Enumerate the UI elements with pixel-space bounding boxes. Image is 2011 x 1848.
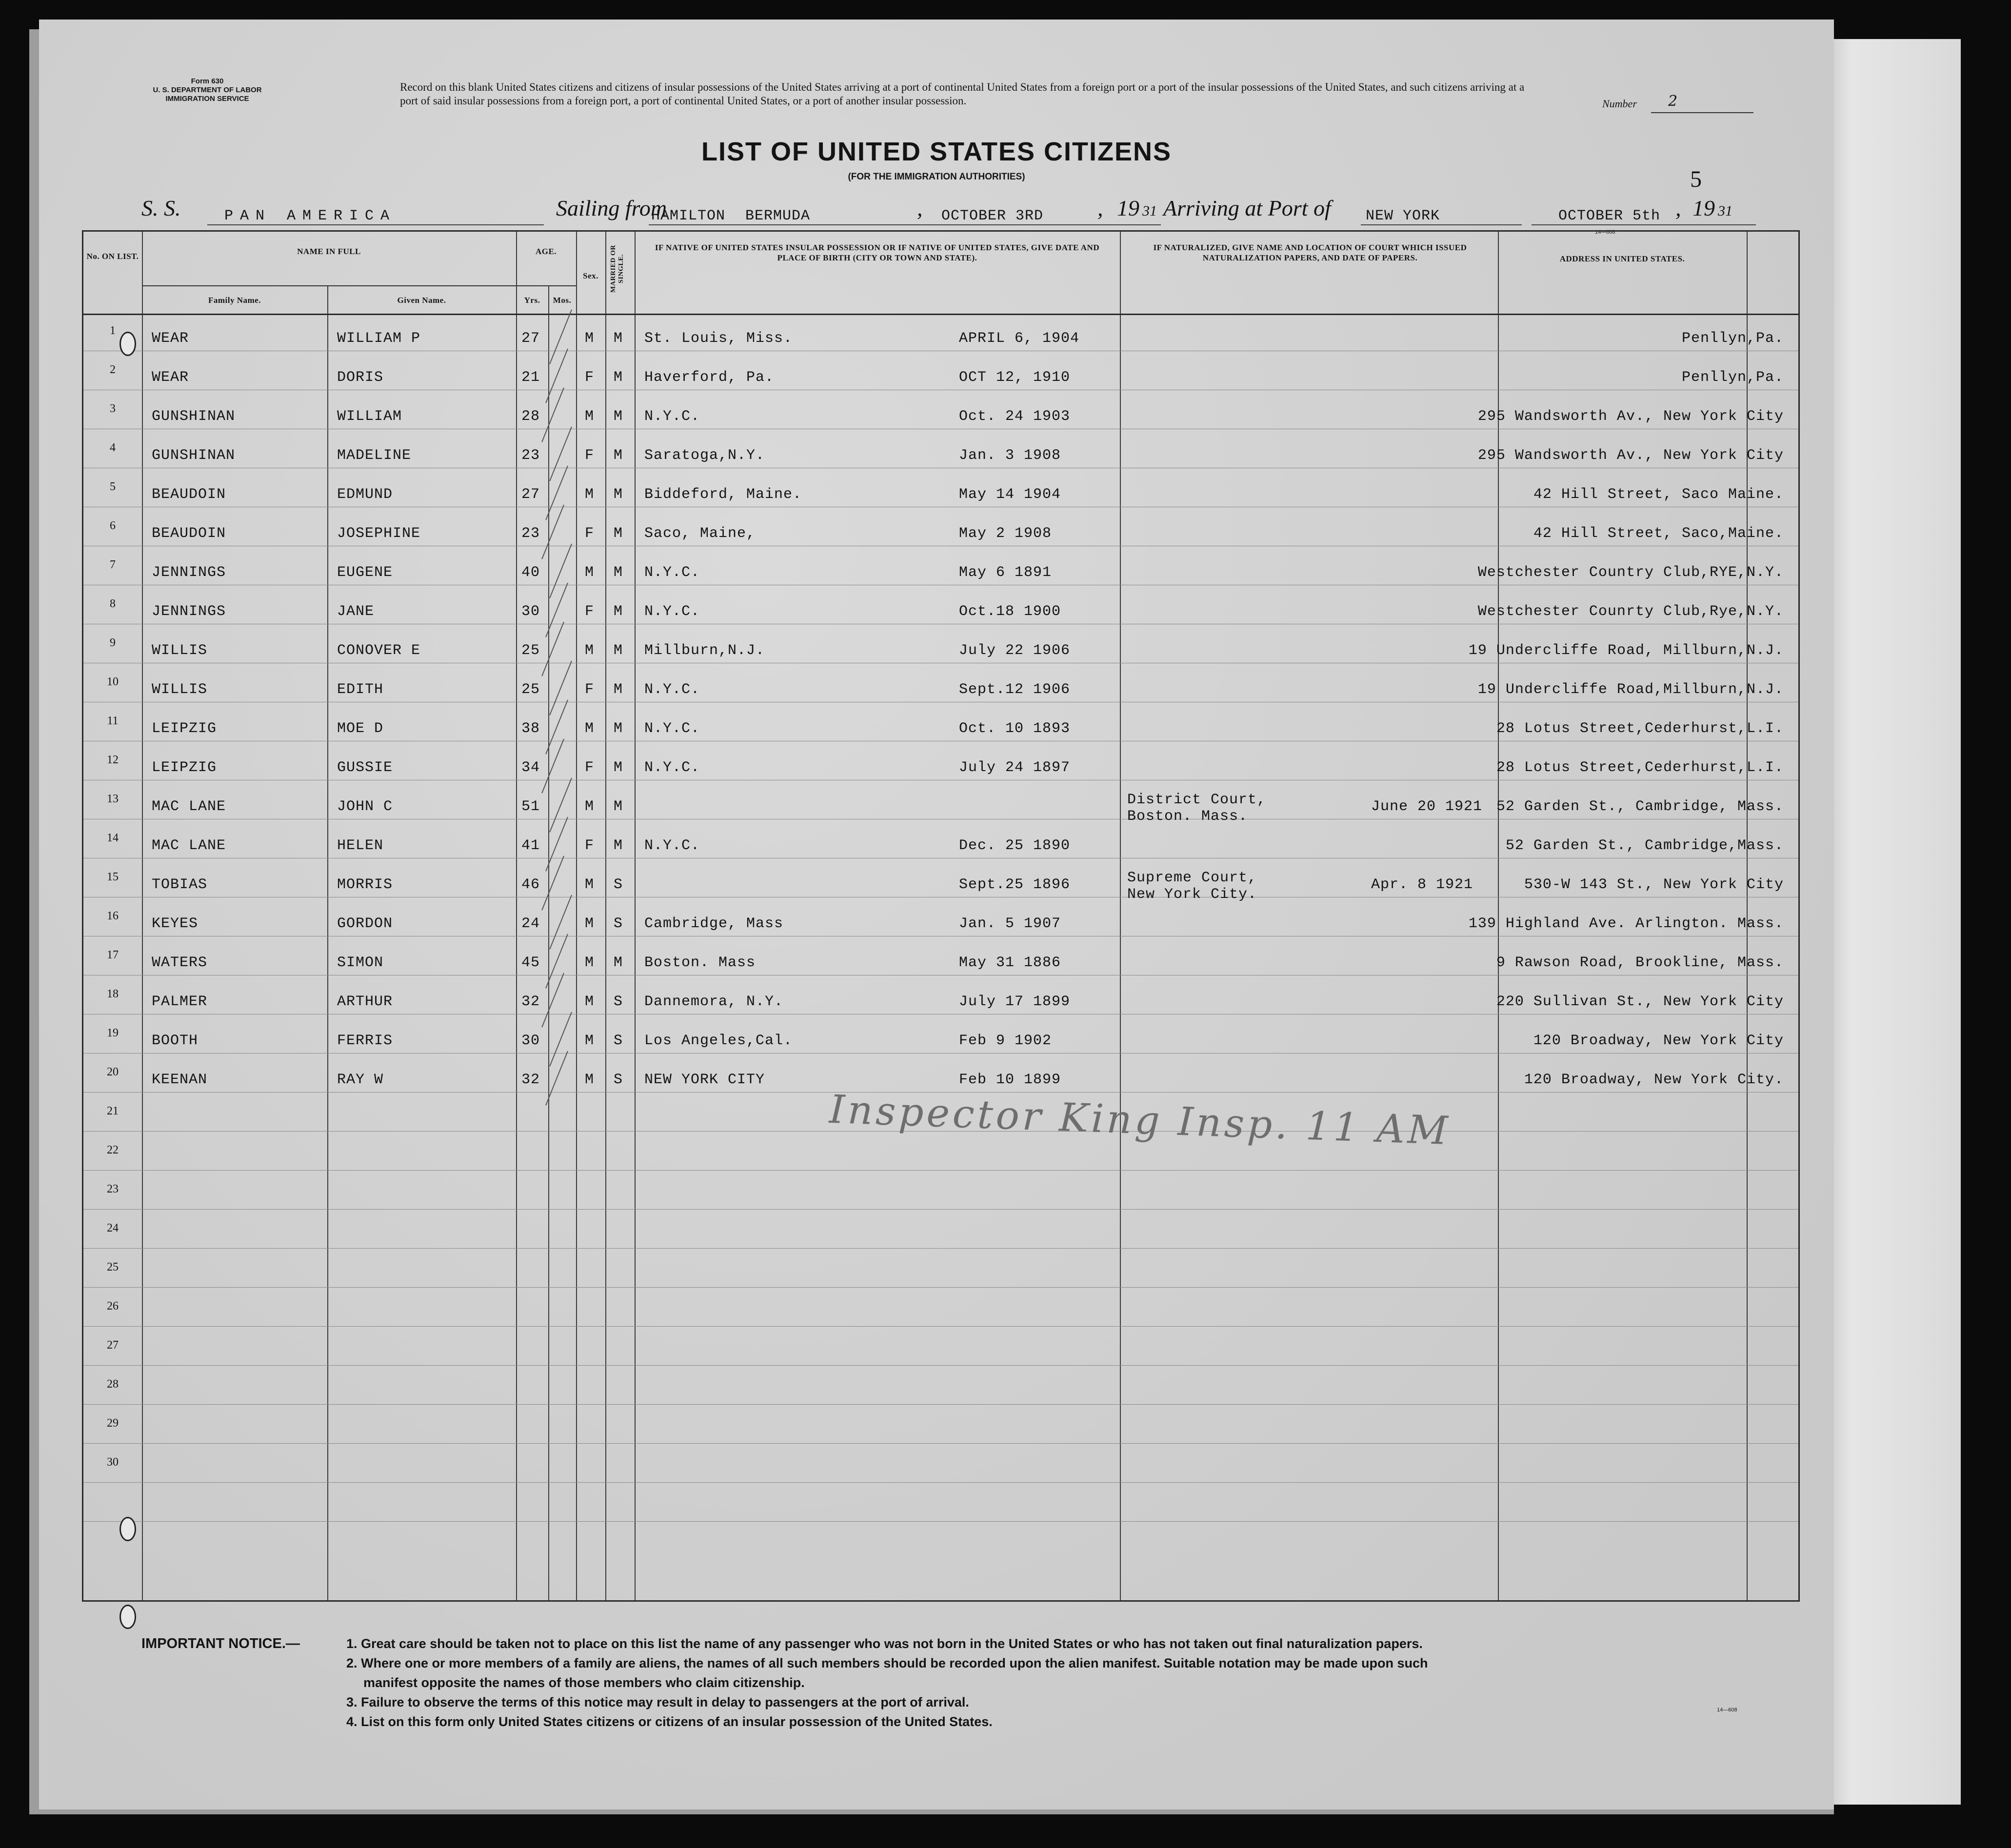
- birth-place: N.Y.C.: [644, 759, 700, 776]
- passenger-table: [82, 230, 1800, 1602]
- given-name: FERRIS: [337, 1033, 393, 1049]
- punch-hole: [119, 1517, 136, 1541]
- birth-date: Dec. 25 1890: [959, 837, 1071, 854]
- married-single: M: [614, 564, 623, 581]
- family-name: BEAUDOIN: [152, 525, 226, 542]
- notice-item: manifest opposite the names of those members who claim citizenship.: [363, 1675, 805, 1690]
- given-name: GUSSIE: [337, 759, 393, 776]
- birth-date: July 22 1906: [959, 642, 1071, 659]
- married-single: M: [614, 759, 623, 776]
- check-mark: [549, 427, 572, 481]
- row-number: 28: [107, 1378, 119, 1391]
- address: 42 Hill Street, Saco Maine.: [1533, 486, 1784, 503]
- row-line: [83, 1170, 1798, 1171]
- birth-place: Haverford, Pa.: [644, 369, 775, 386]
- arriving-label: Arriving at Port of: [1163, 196, 1331, 220]
- given-name: EUGENE: [337, 564, 393, 581]
- header-given-name: Given Name.: [397, 296, 446, 305]
- given-name: RAY W: [337, 1072, 384, 1088]
- address: 19 Undercliffe Road,Millburn,N.J.: [1477, 681, 1784, 698]
- married-single: M: [614, 603, 623, 620]
- department: U. S. DEPARTMENT OF LABOR: [153, 86, 262, 94]
- age-years: 40: [521, 564, 540, 581]
- family-name: LEIPZIG: [152, 720, 217, 737]
- footer-code: 14—608: [1717, 1707, 1737, 1713]
- inspector-signature: Inspector King Insp. 11 AM: [828, 1086, 1452, 1154]
- family-name: BEAUDOIN: [152, 486, 226, 503]
- birth-place: Saco, Maine,: [644, 525, 756, 542]
- address: 52 Garden St., Cambridge,Mass.: [1505, 837, 1784, 854]
- row-line: [83, 1365, 1798, 1366]
- sex: F: [585, 525, 595, 542]
- age-years: 30: [521, 603, 540, 620]
- col-divider: [142, 232, 143, 1600]
- row-number: 19: [107, 1027, 119, 1039]
- married-single: S: [614, 1072, 623, 1088]
- age-years: 32: [521, 1072, 540, 1088]
- row-number: 22: [107, 1144, 119, 1156]
- married-single: M: [614, 954, 623, 971]
- birth-place: Los Angeles,Cal.: [644, 1033, 793, 1049]
- birth-date: Oct. 24 1903: [959, 408, 1071, 425]
- col-divider: [327, 285, 328, 1600]
- birth-date: Sept.12 1906: [959, 681, 1071, 698]
- row-number: 6: [110, 519, 116, 532]
- comma-3: ,: [1675, 196, 1681, 220]
- sailing-date: OCTOBER 3RD: [941, 208, 1044, 224]
- header-no-on-list: No. ON LIST.: [86, 252, 139, 261]
- row-number: 1: [110, 324, 116, 337]
- given-name: MADELINE: [337, 447, 412, 464]
- sex: F: [585, 681, 595, 698]
- address: Westchester Counrty Club,Rye,N.Y.: [1477, 603, 1784, 620]
- ship-name: PAN AMERICA: [224, 208, 397, 224]
- page-title: LIST OF UNITED STATES CITIZENS: [701, 137, 1172, 166]
- row-number: 3: [110, 402, 116, 415]
- comma-2: ,: [1097, 196, 1103, 220]
- age-years: 21: [521, 369, 540, 386]
- married-single: S: [614, 876, 623, 893]
- birth-date: Jan. 3 1908: [959, 447, 1061, 464]
- married-single: M: [614, 369, 623, 386]
- row-number: 26: [107, 1300, 119, 1312]
- age-years: 24: [521, 915, 540, 932]
- sex: M: [585, 1072, 595, 1088]
- birth-date: May 6 1891: [959, 564, 1052, 581]
- row-number: 11: [107, 715, 119, 727]
- birth-place: Saratoga,N.Y.: [644, 447, 765, 464]
- birth-place: N.Y.C.: [644, 681, 700, 698]
- row-number: 12: [107, 754, 119, 766]
- age-years: 38: [521, 720, 540, 737]
- birth-date: Feb 10 1899: [959, 1072, 1061, 1088]
- family-name: KEYES: [152, 915, 199, 932]
- married-single: M: [614, 720, 623, 737]
- given-name: EDMUND: [337, 486, 393, 503]
- row-line: [83, 1287, 1798, 1288]
- row-line: [83, 1521, 1798, 1522]
- col-divider: [548, 285, 549, 1600]
- family-name: TOBIAS: [152, 876, 208, 893]
- sex: M: [585, 642, 595, 659]
- header-divider: [142, 285, 576, 286]
- address: 28 Lotus Street,Cederhurst,L.I.: [1496, 759, 1784, 776]
- given-name: MORRIS: [337, 876, 393, 893]
- row-number: 18: [107, 988, 119, 1000]
- birth-place: N.Y.C.: [644, 564, 700, 581]
- given-name: GORDON: [337, 915, 393, 932]
- given-name: JOHN C: [337, 798, 393, 815]
- notice-item: 3. Failure to observe the terms of this notice may result in delay to passengers at the port of arrival.: [346, 1695, 969, 1709]
- print-code: 14—608: [1595, 229, 1615, 235]
- given-name: JANE: [337, 603, 375, 620]
- arriving-date-underline: [1532, 224, 1756, 225]
- row-number: 15: [107, 871, 119, 883]
- birth-date: May 2 1908: [959, 525, 1052, 542]
- address: 120 Broadway, New York City.: [1524, 1072, 1784, 1088]
- header-yrs: Yrs.: [524, 296, 540, 305]
- age-years: 41: [521, 837, 540, 854]
- check-mark: [541, 973, 564, 1028]
- court-location: New York City.: [1127, 886, 1257, 903]
- row-number: 5: [110, 480, 116, 493]
- age-years: 34: [521, 759, 540, 776]
- row-line: [83, 1209, 1798, 1210]
- family-name: JENNINGS: [152, 603, 226, 620]
- birth-place: St. Louis, Miss.: [644, 330, 793, 347]
- birth-place: NEW YORK CITY: [644, 1072, 765, 1088]
- row-number: 16: [107, 910, 119, 922]
- col-divider: [516, 232, 517, 1600]
- sailing-year: 31: [1142, 203, 1157, 219]
- check-mark: [549, 310, 572, 364]
- family-name: WEAR: [152, 369, 189, 386]
- given-name: SIMON: [337, 954, 384, 971]
- sex: M: [585, 408, 595, 425]
- age-years: 51: [521, 798, 540, 815]
- married-single: M: [614, 642, 623, 659]
- family-name: WEAR: [152, 330, 189, 347]
- check-mark: [541, 856, 564, 911]
- married-single: M: [614, 408, 623, 425]
- punch-hole: [119, 1605, 136, 1629]
- married-single: S: [614, 915, 623, 932]
- age-years: 30: [521, 1033, 540, 1049]
- birth-date: July 24 1897: [959, 759, 1071, 776]
- birth-date: APRIL 6, 1904: [959, 330, 1080, 347]
- birth-place: N.Y.C.: [644, 720, 700, 737]
- birth-place: Dannemora, N.Y.: [644, 994, 784, 1010]
- birth-date: Jan. 5 1907: [959, 915, 1061, 932]
- given-name: WILLIAM: [337, 408, 402, 425]
- court-date: Apr. 8 1921: [1371, 876, 1473, 893]
- court-date: June 20 1921: [1371, 798, 1483, 815]
- married-single: S: [614, 1033, 623, 1049]
- sex: M: [585, 564, 595, 581]
- sex: F: [585, 369, 595, 386]
- row-number: 8: [110, 597, 116, 610]
- check-mark: [541, 388, 564, 442]
- sex: F: [585, 837, 595, 854]
- court-name: Supreme Court,: [1127, 870, 1257, 886]
- given-name: WILLIAM P: [337, 330, 421, 347]
- ss-label: S. S.: [141, 196, 181, 220]
- address: 139 Highland Ave. Arlington. Mass.: [1468, 915, 1784, 932]
- header-married: MARRIED OR SINGLE.: [610, 245, 625, 293]
- sailing-year-prefix: 19: [1117, 196, 1139, 220]
- check-mark: [549, 895, 572, 950]
- birth-date: May 31 1886: [959, 954, 1061, 971]
- col-divider: [605, 232, 606, 1600]
- age-years: 25: [521, 681, 540, 698]
- address: 220 Sullivan St., New York City: [1496, 994, 1784, 1010]
- row-number: 27: [107, 1339, 119, 1351]
- married-single: S: [614, 994, 623, 1010]
- row-number: 4: [110, 441, 116, 454]
- sex: M: [585, 720, 595, 737]
- sex: M: [585, 876, 595, 893]
- header-sex: Sex.: [583, 271, 598, 280]
- age-years: 23: [521, 447, 540, 464]
- number-underline: [1651, 112, 1753, 113]
- address: Penllyn,Pa.: [1681, 330, 1784, 347]
- married-single: M: [614, 798, 623, 815]
- sex: F: [585, 759, 595, 776]
- arriving-year: 31: [1718, 203, 1732, 219]
- col-divider: [576, 232, 577, 1600]
- age-years: 25: [521, 642, 540, 659]
- row-number: 24: [107, 1222, 119, 1234]
- number-label: Number: [1602, 98, 1637, 110]
- header-naturalized: IF NATURALIZED, GIVE NAME AND LOCATION OF COURT WHICH ISSUED NATURALIZATION PAPERS, AND DATE OF PAPERS.: [1153, 243, 1467, 262]
- row-number: 7: [110, 558, 116, 571]
- address: 19 Undercliffe Road, Millburn,N.J.: [1468, 642, 1784, 659]
- address: Penllyn,Pa.: [1681, 369, 1784, 386]
- arriving-date: OCTOBER 5th: [1558, 208, 1661, 224]
- row-line: [83, 1248, 1798, 1249]
- form-number: Form 630: [191, 77, 224, 85]
- row-number: 9: [110, 636, 116, 649]
- notice-lead: IMPORTANT NOTICE.—: [141, 1636, 300, 1651]
- given-name: ARTHUR: [337, 994, 393, 1010]
- row-number: 14: [107, 832, 119, 844]
- given-name: JOSEPHINE: [337, 525, 421, 542]
- service: IMMIGRATION SERVICE: [165, 95, 249, 103]
- row-line: [83, 1326, 1798, 1327]
- family-name: WILLIS: [152, 681, 208, 698]
- family-name: MAC LANE: [152, 837, 226, 854]
- birth-place: Boston. Mass: [644, 954, 756, 971]
- birth-date: Oct.18 1900: [959, 603, 1061, 620]
- header-native: IF NATIVE OF UNITED STATES INSULAR POSSESSION OR IF NATIVE OF UNITED STATES, GIVE DATE AND PLACE OF BIRTH (CITY OR TOWN AND STATE).: [655, 243, 1100, 262]
- notice-item: 1. Great care should be taken not to place on this list the name of any passenger who was not born in the United States or who has not taken out final naturalization papers.: [346, 1636, 1423, 1651]
- col-divider: [1120, 232, 1121, 1600]
- family-name: WATERS: [152, 954, 208, 971]
- ship-underline: [207, 224, 544, 225]
- sex: M: [585, 994, 595, 1010]
- check-mark: [549, 544, 572, 598]
- header-family-name: Family Name.: [208, 296, 261, 305]
- birth-date: OCT 12, 1910: [959, 369, 1071, 386]
- row-number: 13: [107, 793, 119, 805]
- arriving-port: NEW YORK: [1366, 208, 1440, 224]
- birth-place: Cambridge, Mass: [644, 915, 784, 932]
- birth-date: May 14 1904: [959, 486, 1061, 503]
- family-name: LEIPZIG: [152, 759, 217, 776]
- row-number: 17: [107, 949, 119, 961]
- row-number: 25: [107, 1261, 119, 1273]
- row-number: 30: [107, 1456, 119, 1469]
- sex: M: [585, 798, 595, 815]
- manifest-sheet: [39, 20, 1834, 1809]
- sailing-date-underline: [936, 224, 1161, 225]
- given-name: CONOVER E: [337, 642, 421, 659]
- married-single: M: [614, 447, 623, 464]
- check-mark: [549, 661, 572, 715]
- family-name: JENNINGS: [152, 564, 226, 581]
- row-number: 10: [107, 676, 119, 688]
- birth-date: July 17 1899: [959, 994, 1071, 1010]
- age-years: 27: [521, 486, 540, 503]
- header-bottom: [83, 314, 1798, 315]
- sailing-from: HAMILTON BERMUDA: [651, 208, 811, 224]
- given-name: EDITH: [337, 681, 384, 698]
- row-number: 23: [107, 1183, 119, 1195]
- age-years: 27: [521, 330, 540, 347]
- page-number: 5: [1690, 166, 1702, 192]
- check-mark: [541, 622, 564, 676]
- comma-1: ,: [917, 196, 923, 220]
- sex: M: [585, 1033, 595, 1049]
- given-name: HELEN: [337, 837, 384, 854]
- address: 9 Rawson Road, Brookline, Mass.: [1496, 954, 1784, 971]
- birth-place: Millburn,N.J.: [644, 642, 765, 659]
- sex: M: [585, 486, 595, 503]
- row-line: [83, 1404, 1798, 1405]
- family-name: GUNSHINAN: [152, 447, 236, 464]
- birth-place: Biddeford, Maine.: [644, 486, 802, 503]
- married-single: M: [614, 681, 623, 698]
- court-name: District Court,: [1127, 792, 1267, 808]
- check-mark: [541, 739, 564, 794]
- notice-item: 2. Where one or more members of a family are aliens, the names of all such members should be recorded upon the alien manifest. Suitable notation may be made upon such: [346, 1656, 1428, 1670]
- family-name: BOOTH: [152, 1033, 199, 1049]
- birth-place: N.Y.C.: [644, 837, 700, 854]
- header-address: ADDRESS IN UNITED STATES.: [1559, 254, 1685, 263]
- sailing-label: Sailing from: [556, 196, 667, 220]
- address: 28 Lotus Street,Cederhurst,L.I.: [1496, 720, 1784, 737]
- col-divider: [635, 232, 636, 1600]
- married-single: M: [614, 525, 623, 542]
- address: 530-W 143 St., New York City: [1524, 876, 1784, 893]
- address: 120 Broadway, New York City: [1533, 1033, 1784, 1049]
- family-name: WILLIS: [152, 642, 208, 659]
- check-mark: [541, 505, 564, 559]
- family-name: GUNSHINAN: [152, 408, 236, 425]
- married-single: M: [614, 837, 623, 854]
- family-name: PALMER: [152, 994, 208, 1010]
- married-single: M: [614, 330, 623, 347]
- notice-item: 4. List on this form only United States citizens or citizens of an insular possession of the United States.: [346, 1714, 993, 1729]
- address: Westchester Country Club,RYE,N.Y.: [1477, 564, 1784, 581]
- check-mark: [549, 778, 572, 833]
- birth-place: N.Y.C.: [644, 603, 700, 620]
- birth-date: Feb 9 1902: [959, 1033, 1052, 1049]
- row-number: 21: [107, 1105, 119, 1117]
- row-line: [83, 1482, 1798, 1483]
- age-years: 46: [521, 876, 540, 893]
- instructions-text: Record on this blank United States citizens and citizens of insular possessions of the United States arriving at a port of continental United States from a foreign port or a port of the insular possessions of the United States, and such citizens arriving at a port of said insular possessions from a foreign port, a port of continental United States, or a port of another insular possession.: [400, 81, 1525, 107]
- address: 295 Wandsworth Av., New York City: [1477, 408, 1784, 425]
- address: 295 Wandsworth Av., New York City: [1477, 447, 1784, 464]
- punch-hole: [119, 332, 136, 356]
- given-name: MOE D: [337, 720, 384, 737]
- row-number: 20: [107, 1066, 119, 1078]
- birth-place: N.Y.C.: [644, 408, 700, 425]
- row-number: 2: [110, 363, 116, 376]
- age-years: 32: [521, 994, 540, 1010]
- birth-date: Oct. 10 1893: [959, 720, 1071, 737]
- form-id-block: [127, 77, 288, 103]
- header-mos: Mos.: [553, 296, 572, 305]
- check-mark: [549, 1012, 572, 1067]
- address: 52 Garden St., Cambridge, Mass.: [1496, 798, 1784, 815]
- age-years: 28: [521, 408, 540, 425]
- given-name: DORIS: [337, 369, 384, 386]
- header-age: AGE.: [535, 247, 557, 256]
- sailing-underline: [649, 224, 946, 225]
- row-line: [83, 1443, 1798, 1444]
- sex: M: [585, 915, 595, 932]
- address: 42 Hill Street, Saco,Maine.: [1533, 525, 1784, 542]
- sex: M: [585, 954, 595, 971]
- sex: F: [585, 447, 595, 464]
- port-underline: [1361, 224, 1522, 225]
- sex: M: [585, 330, 595, 347]
- family-name: MAC LANE: [152, 798, 226, 815]
- age-years: 23: [521, 525, 540, 542]
- header-name-in-full: NAME IN FULL: [297, 247, 361, 256]
- arriving-year-prefix: 19: [1692, 196, 1715, 220]
- age-years: 45: [521, 954, 540, 971]
- married-single: M: [614, 486, 623, 503]
- number-value: 2: [1668, 93, 1678, 110]
- birth-date: Sept.25 1896: [959, 876, 1071, 893]
- page-subtitle: (FOR THE IMMIGRATION AUTHORITIES): [848, 172, 1025, 182]
- family-name: KEENAN: [152, 1072, 208, 1088]
- court-location: Boston. Mass.: [1127, 808, 1248, 825]
- row-number: 29: [107, 1417, 119, 1430]
- sex: F: [585, 603, 595, 620]
